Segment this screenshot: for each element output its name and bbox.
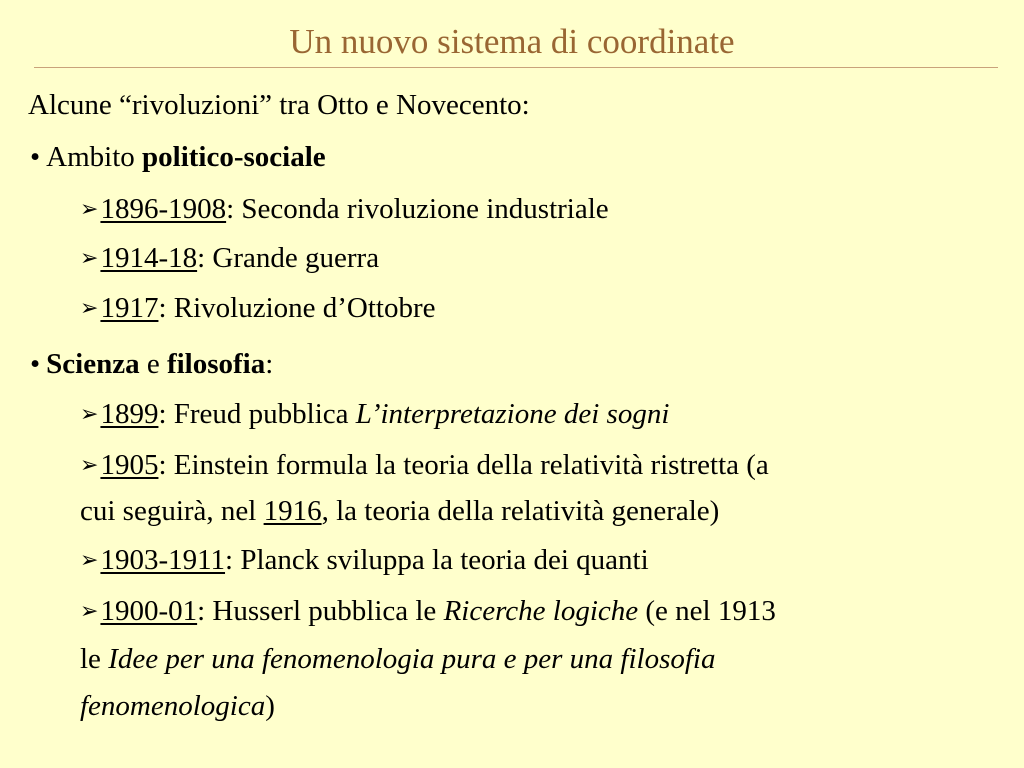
section-bold: politico-sociale: [142, 141, 326, 173]
arrow-bullet-icon: ➢: [80, 402, 99, 427]
intro-line: Alcune “rivoluzioni” tra Otto e Novecento:: [28, 89, 530, 121]
arrow-bullet-icon: ➢: [80, 599, 99, 624]
year-link: 1903-1911: [100, 544, 226, 576]
year-link: 1917: [100, 292, 159, 324]
section-prefix: Ambito: [46, 141, 143, 173]
section-politico-sociale: [30, 140, 326, 174]
arrow-bullet-icon: ➢: [80, 197, 99, 222]
year-link: 1899: [100, 398, 159, 430]
item-italic: Ricerche logiche: [443, 595, 639, 627]
list-item-continuation: [80, 494, 719, 528]
list-item-continuation: [80, 689, 275, 723]
item-italic: L’interpretazione dei sogni: [355, 398, 670, 430]
list-item: [80, 397, 669, 434]
item-text: : Husserl pubblica le: [197, 595, 444, 627]
arrow-bullet-icon: ➢: [80, 246, 99, 271]
item-text: ): [265, 690, 275, 722]
section-suffix: :: [265, 348, 274, 380]
list-item: [80, 241, 379, 278]
arrow-bullet-icon: ➢: [80, 548, 99, 573]
item-italic: fenomenologica: [80, 690, 266, 722]
item-text: cui seguirà, nel: [80, 495, 264, 527]
bullet-icon: •: [30, 348, 41, 380]
item-text: : Seconda rivoluzione industriale: [226, 193, 609, 225]
year-link: 1896-1908: [100, 193, 227, 225]
slide-title: Un nuovo sistema di coordinate: [289, 22, 735, 61]
bullet-icon: •: [30, 141, 41, 173]
item-text: , la teoria della relatività generale): [321, 495, 720, 527]
item-text: le: [80, 643, 109, 675]
year-link: 1905: [100, 449, 159, 481]
year-link: 1900-01: [100, 595, 198, 627]
list-item: [80, 594, 776, 631]
list-item: [80, 291, 436, 328]
arrow-bullet-icon: ➢: [80, 453, 99, 478]
section-bold: Scienza: [46, 348, 140, 380]
year-link: 1914-18: [100, 242, 198, 274]
item-text: : Einstein formula la teoria della relatività ristretta (a: [158, 449, 769, 481]
list-item: [80, 192, 609, 229]
section-scienza-filosofia: [30, 347, 273, 381]
list-item-continuation: [80, 642, 716, 676]
item-text: : Planck sviluppa la teoria dei quanti: [225, 544, 649, 576]
item-text: : Grande guerra: [197, 242, 380, 274]
item-text: : Rivoluzione d’Ottobre: [158, 292, 436, 324]
title-divider: [34, 67, 998, 68]
list-item: [80, 448, 769, 485]
section-bold: filosofia: [166, 348, 266, 380]
item-text: : Freud pubblica: [158, 398, 356, 430]
year-link: 1916: [263, 495, 322, 527]
item-text: (e nel 1913: [638, 595, 776, 627]
arrow-bullet-icon: ➢: [80, 296, 99, 321]
section-mid: e: [139, 348, 167, 380]
item-italic: Idee per una fenomenologia pura e per una filosofia: [108, 643, 716, 675]
list-item: [80, 543, 649, 580]
